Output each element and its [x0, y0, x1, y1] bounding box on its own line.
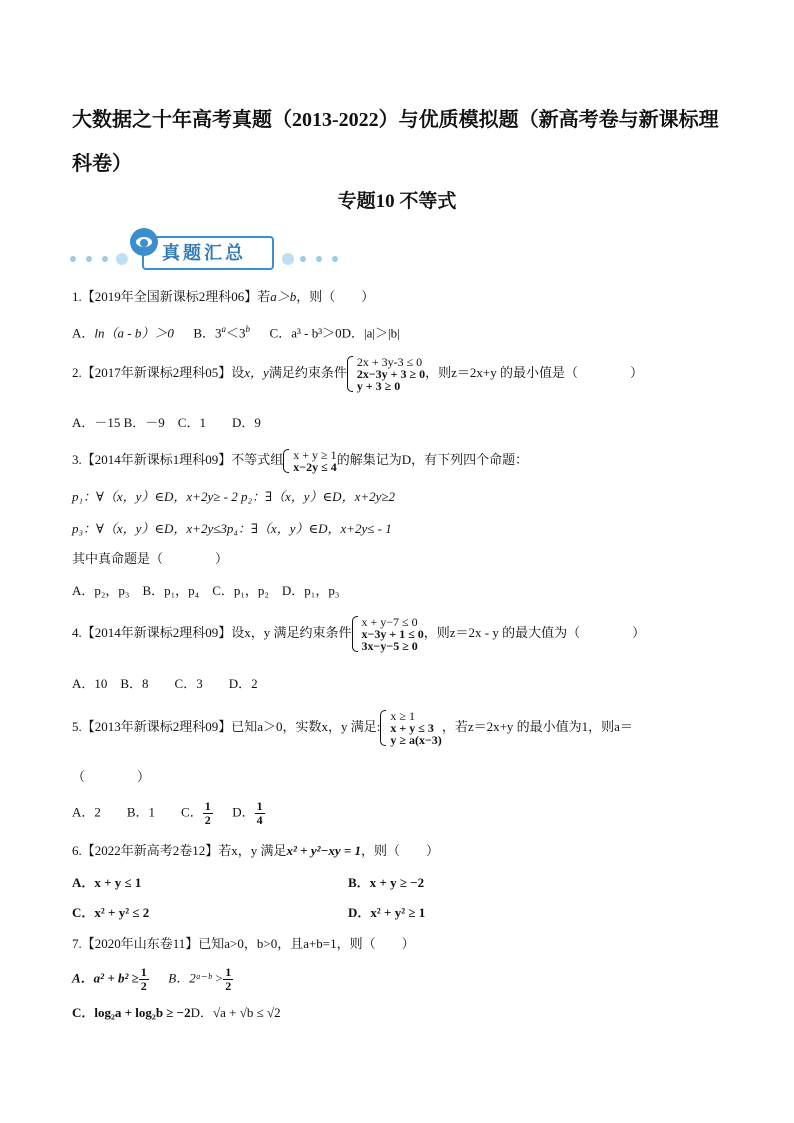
constraint-system: x ≥ 1 x + y ≤ 3 y ≥ a(x−3) — [380, 710, 441, 746]
topic-subtitle: 专题10 不等式 — [337, 191, 457, 212]
question-1-options: A．ln（a - b）＞0 B．$3^a<3^b$ C．a³ - b³＞0D．|a|＞|b| — [72, 324, 400, 341]
question-4-stem: 4.【2014年新课标2理科09】设x，y 满足约束条件 x + y−7 ≤ 0 x−3y + 1 ≤ 0 3x−y−5 ≥ 0 ，则z＝2x - y 的最大值为（ ） — [72, 615, 646, 653]
question-3-stem: 3.【2014年新课标1理科09】不等式组 x + y ≥ 1 x−2y ≤ 4 的解集记为D，有下列四个命题： — [72, 448, 529, 474]
constraint-system: x + y−7 ≤ 0 x−3y + 1 ≤ 0 3x−y−5 ≥ 0 — [352, 616, 424, 652]
question-5-paren: （ ） — [72, 769, 151, 784]
section-banner — [70, 230, 340, 274]
banner-label: 真题汇总 — [162, 243, 246, 264]
constraint-system: x + y ≥ 1 x−2y ≤ 4 — [283, 449, 336, 473]
question-3-ask: 其中真命题是（ ） — [72, 551, 229, 566]
question-2-stem: 2.【2017年新课标2理科05】设x，y满足约束条件 2x + 3y-3 ≤ 0 2x−3y + 3 ≥ 0 y + 3 ≥ 0 ，则z＝2x+y 的最小值是（ ） — [72, 355, 643, 393]
document-title: 大数据之十年高考真题（2013-2022）与优质模拟题（新高考卷与新课标理科卷） — [72, 109, 719, 175]
question-5-options: A．2 B．1 C． $\frac{1}{2}$ D． $\frac{1}{4}$ — [72, 799, 263, 827]
question-6-stem: 6.【2022年新高考2卷12】若x，y 满足x² + y²−xy = 1，则（ ） — [72, 843, 440, 858]
question-2-options: A．－15 B．－9 C．1 D．9 — [72, 415, 261, 430]
question-6-option-d: D．x² + y² ≥ 1 — [348, 905, 426, 920]
question-3-props-1: p₁：∀（x，y）∈D，x+2y≥ - 2 p₂：∃（x，y）∈D，x+2y≥2 — [72, 489, 396, 504]
question-5-stem: 5.【2013年新课标2理科09】已知a＞0，实数x，y 满足: x ≥ 1 x + y ≤ 3 y ≥ a(x−3) ，若z＝2x+y 的最小值为1，则a＝ — [72, 709, 633, 747]
question-6-option-c: C．x² + y² ≤ 2 — [72, 905, 150, 920]
question-1-stem: 1.【2019年全国新课标2理科06】若a＞b，则（ ） — [72, 289, 375, 304]
question-3-options: A．p₂，p₃ B．p₁，p₄ C．p₁，p₂ D．p₁，p₃ — [72, 583, 340, 598]
constraint-system: 2x + 3y-3 ≤ 0 2x−3y + 3 ≥ 0 y + 3 ≥ 0 — [347, 356, 425, 392]
question-7-options-ab: A．a² + b² ≥ $\frac{1}{2}$ B．2ᵃ⁻ᵇ > $\frac{1}{2}$ — [72, 965, 232, 993]
question-6-option-a: A．x + y ≤ 1 — [72, 875, 142, 890]
question-4-options: A．10 B．8 C．3 D．2 — [72, 676, 258, 691]
question-7-options-cd: C．log₂a + log₂b ≥ −2D．√a + √b ≤ √2 — [72, 1005, 281, 1020]
question-6-option-b: B．x + y ≥ −2 — [348, 875, 425, 890]
question-7-stem: 7.【2020年山东卷11】已知a>0，b>0，且a+b=1，则（ ） — [72, 936, 415, 951]
question-3-props-2: p₃：∀（x，y）∈D，x+2y≤3p₄：∃（x，y）∈D，x+2y≤ - 1 — [72, 521, 392, 536]
